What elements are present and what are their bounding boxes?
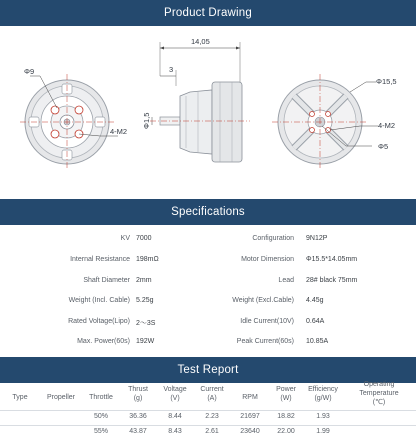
- spec-value: Φ15.5*14.05mm: [306, 256, 358, 263]
- table-cell: 36.36: [129, 413, 147, 420]
- test-report-table: [0, 383, 416, 433]
- spec-value: 28# black 75mm: [306, 277, 358, 284]
- product-drawing-title: Product Drawing: [163, 7, 252, 19]
- spec-row: [0, 297, 416, 311]
- spec-value: 192W: [136, 338, 155, 345]
- specifications-title: Specifications: [171, 206, 245, 218]
- product-drawing-header: [0, 0, 416, 26]
- column-header: Operating Temperature (℃): [359, 381, 399, 406]
- specifications-table: [0, 225, 416, 357]
- top-hole-label: Φ5: [378, 142, 389, 151]
- column-header: RPM: [242, 394, 258, 401]
- table-cell: 43.87: [129, 428, 147, 433]
- column-header: Throttle: [89, 394, 113, 401]
- table-cell: 55%: [93, 428, 108, 433]
- table-cell: 8.43: [168, 428, 182, 433]
- spec-label: Internal Resistance: [70, 256, 130, 263]
- spec-label: Motor Dimension: [241, 256, 294, 263]
- table-cell: 50%: [93, 413, 108, 420]
- spec-label: Configuration: [252, 235, 294, 242]
- spec-value: 2mm: [136, 277, 152, 284]
- spec-value: 9N12P: [306, 235, 328, 242]
- column-header: Current (A): [200, 386, 224, 402]
- spec-row: [0, 277, 416, 291]
- table-cell: 1.93: [316, 413, 330, 420]
- table-cell: 8.44: [168, 413, 182, 420]
- spec-label: Peak Current(60s): [236, 338, 294, 345]
- table-cell: 18.82: [277, 413, 295, 420]
- row-divider: [0, 425, 416, 426]
- spec-row: [0, 318, 416, 332]
- spec-value: 5.25g: [136, 297, 154, 304]
- spec-label: Weight (Excl.Cable): [232, 297, 294, 304]
- column-header: Efficiency (g/W): [308, 386, 338, 402]
- spec-row: [0, 256, 416, 270]
- header-divider: [0, 410, 416, 411]
- spec-label: Weight (Incl. Cable): [68, 297, 130, 304]
- table-cell: 2.61: [205, 428, 219, 433]
- spec-value: 0.64A: [306, 318, 325, 325]
- shaft-offset-label: 3: [169, 65, 174, 74]
- table-cell: 2.23: [205, 413, 219, 420]
- spec-label: Max. Power(60s): [77, 338, 130, 345]
- spec-label: KV: [120, 235, 130, 242]
- spec-label: Idle Current(10V): [240, 318, 294, 325]
- column-header: Voltage (V): [163, 386, 187, 402]
- spec-row: [0, 235, 416, 249]
- spec-row: [0, 338, 416, 352]
- specifications-header: [0, 199, 416, 225]
- spec-label: Lead: [278, 277, 294, 284]
- column-header: Propeller: [46, 394, 75, 401]
- length-dimension-label: 14,05: [191, 37, 210, 46]
- table-cell: 22.00: [277, 428, 295, 433]
- top-diameter-label: Φ15,5: [376, 77, 397, 86]
- top-screw-label: 4-M2: [378, 121, 396, 130]
- shaft-diameter-label: Φ1,5: [142, 112, 151, 129]
- spec-value: 4.45g: [306, 297, 324, 304]
- motor-bottom-view: [20, 74, 118, 170]
- spec-value: 10.85A: [306, 338, 329, 345]
- column-header: Type: [12, 394, 28, 401]
- spec-value: 7000: [136, 235, 152, 242]
- motor-top-view: [272, 74, 378, 170]
- table-cell: 23640: [240, 428, 260, 433]
- base-screw-label: 4-M2: [110, 127, 128, 136]
- spec-value: 2～3S: [136, 320, 156, 327]
- spec-label: Shaft Diameter: [83, 277, 130, 284]
- base-diameter-label: Φ9: [24, 67, 35, 76]
- spec-value: 198mΩ: [136, 256, 159, 263]
- spec-label: Rated Voltage(Lipo): [68, 318, 130, 325]
- table-cell: 1.99: [316, 428, 330, 433]
- motor-technical-drawing: [0, 26, 416, 199]
- column-header: Thrust (g): [128, 386, 148, 402]
- table-cell: 21697: [240, 413, 260, 420]
- motor-side-view: [150, 42, 250, 162]
- test-report-title: Test Report: [177, 364, 239, 376]
- column-header: Power (W): [276, 386, 296, 402]
